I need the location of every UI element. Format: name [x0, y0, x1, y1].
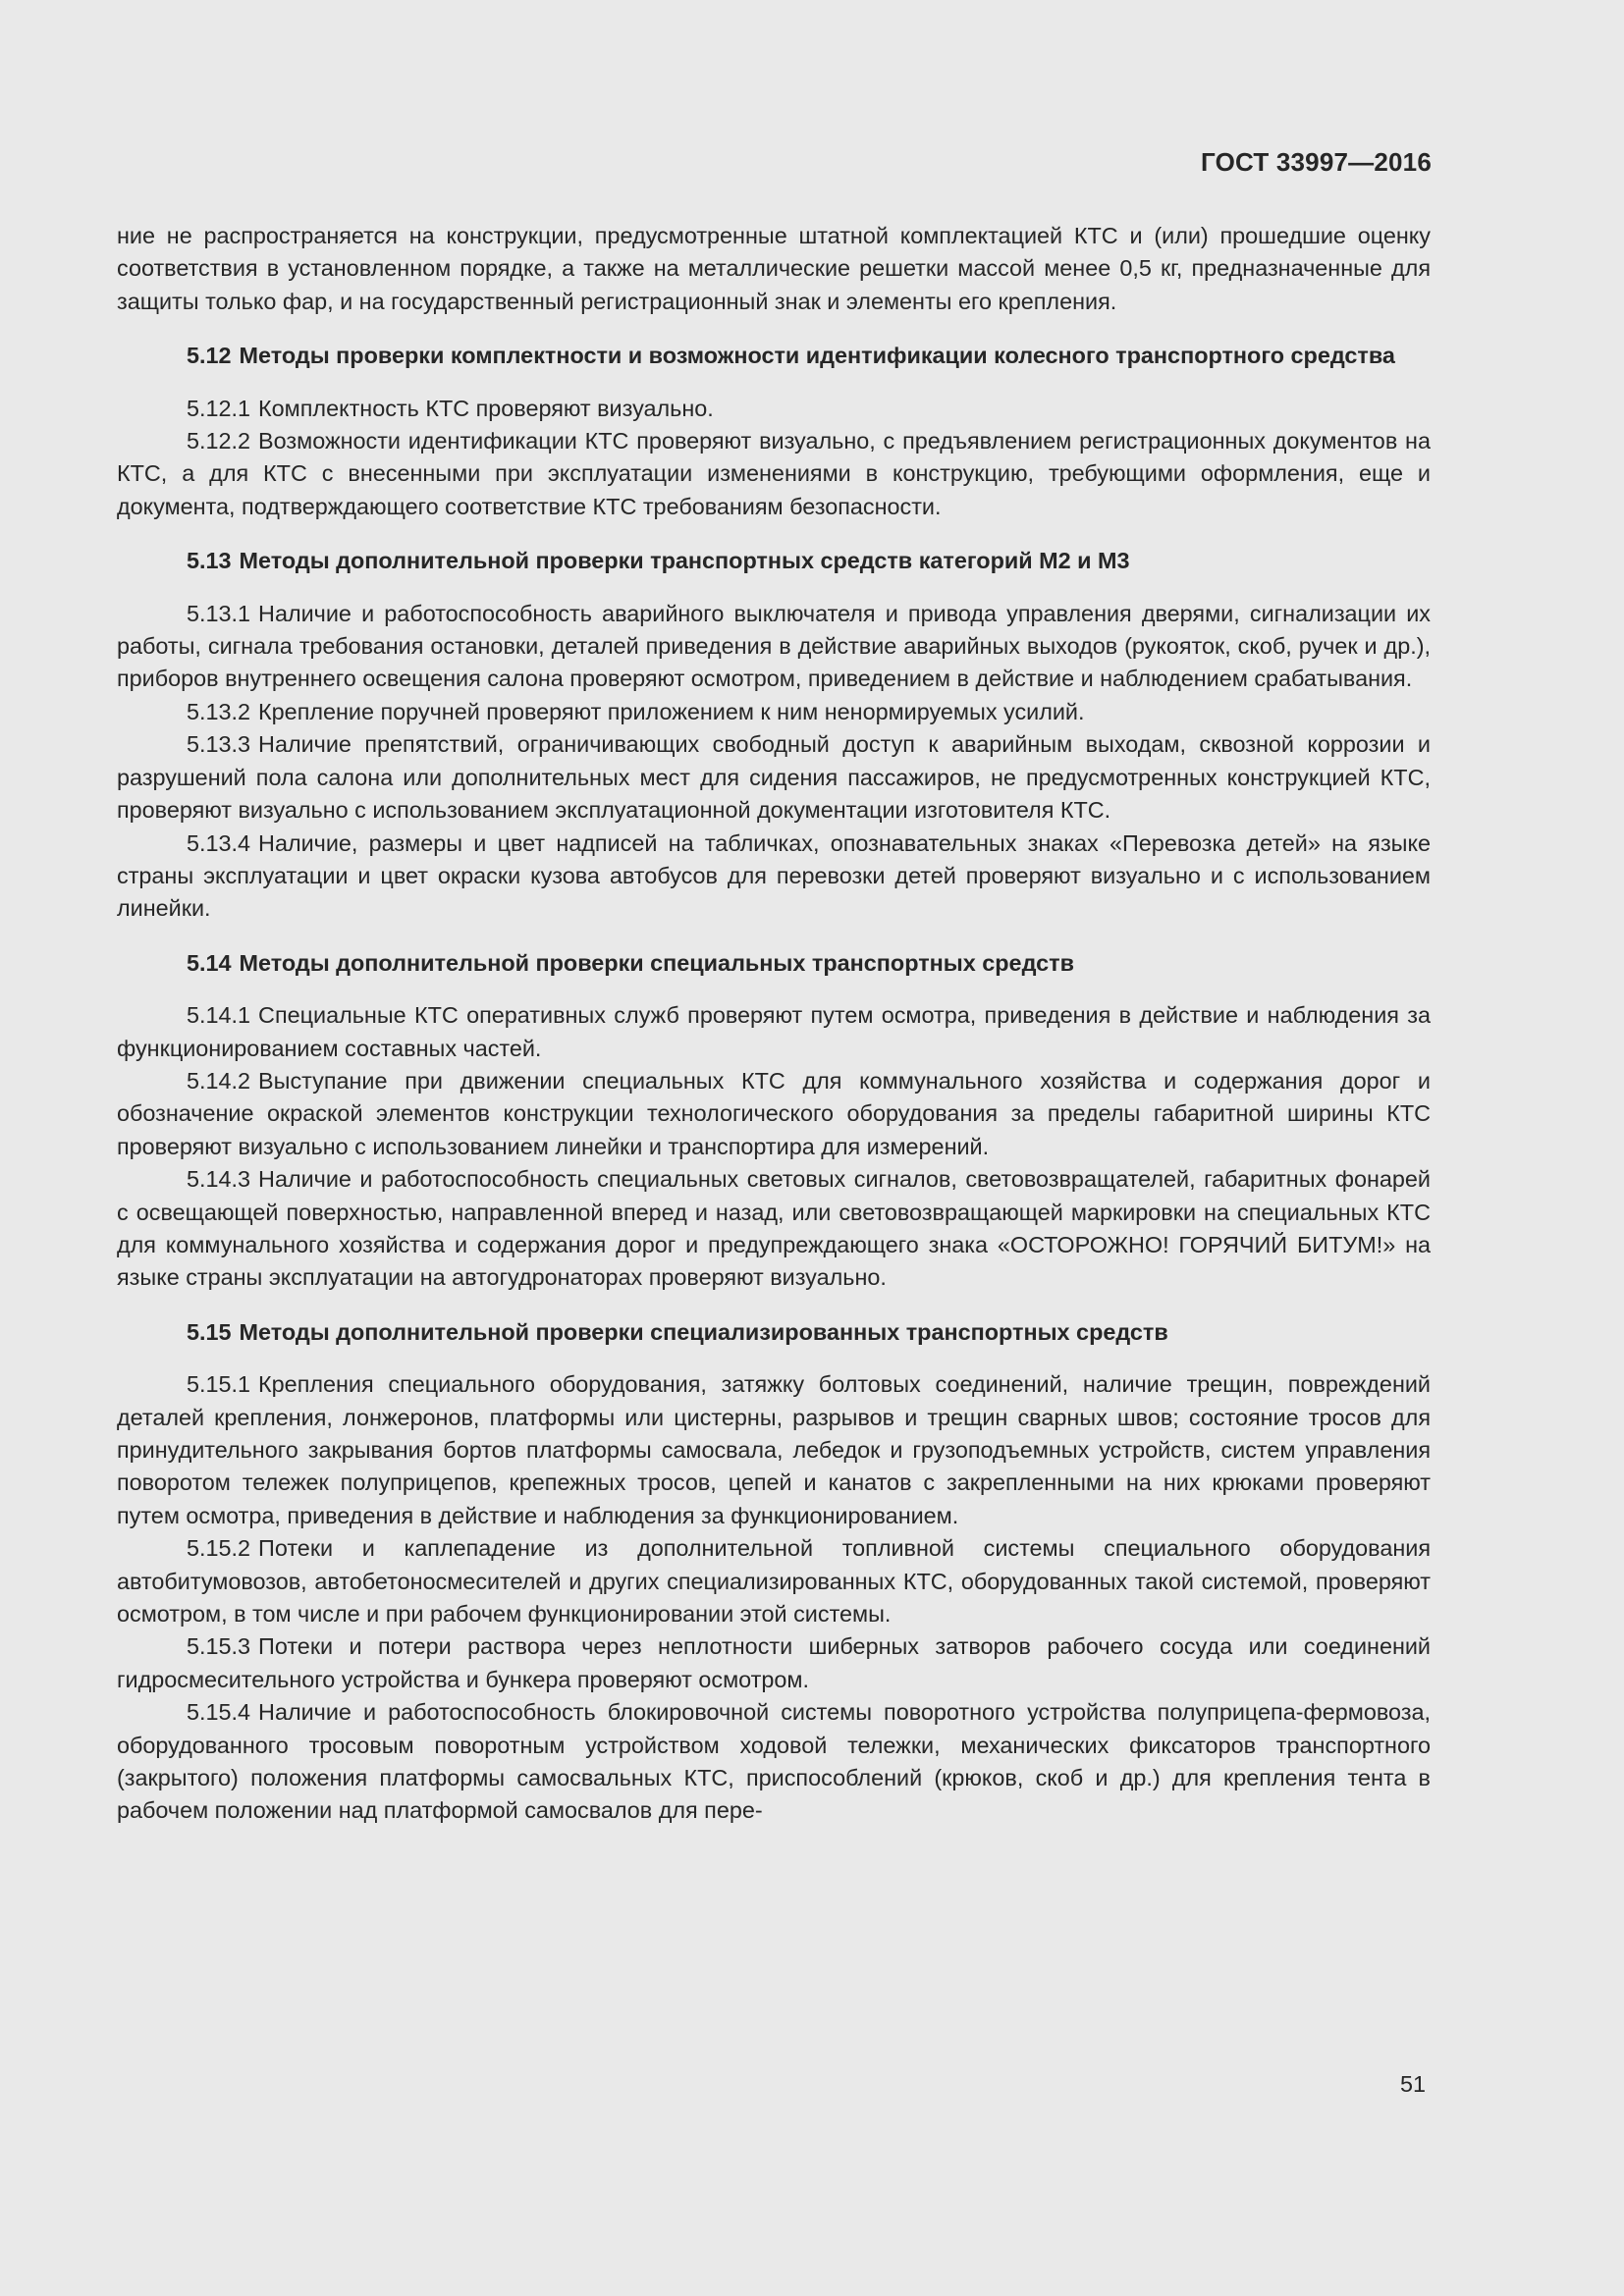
- paragraph-text: Крепление поручней проверяют приложением к ним ненормируемых усилий.: [258, 698, 1085, 724]
- paragraph-5-13-2: [117, 696, 1431, 728]
- paragraph-5-14-3: [117, 1163, 1431, 1295]
- paragraph-text: Наличие и работоспособность специальных световых сигналов, световозвращателей, габаритных фонарей с освещающей поверхностью, направленной вперед и назад, или световозвращающей маркировки на специальных КТС для коммунального хозяйства и содержания дорог и предупреждающего знака «ОСТОРОЖНО! ГОРЯЧИЙ БИТУМ!» на языке страны эксплуатации на автогудронаторах проверяют визуально.: [117, 1166, 1431, 1291]
- paragraph-text: Возможности идентификации КТС проверяют визуально, с предъявлением регистрационных документов на КТС, а для КТС с внесенными при эксплуатации изменениями в конструкцию, требующими оформления, еще и документа, подтверждающего соответствие КТС требованиям безопасности.: [117, 428, 1431, 519]
- section-title: Методы дополнительной проверки специальных транспортных средств: [239, 949, 1074, 976]
- paragraph-text: Наличие и работоспособность блокировочной системы поворотного устройства полуприцепа-фермовоза, оборудованного тросовым поворотным устройством ходовой тележки, механических фиксаторов транспортного (закрытого) положения платформы самосвальных КТС, приспособлений (крюков, скоб и др.) для крепления тента в рабочем положении над платформой самосвалов для пере-: [117, 1699, 1431, 1824]
- paragraph-5-14-1: [117, 999, 1431, 1065]
- paragraph-5-13-3: [117, 728, 1431, 827]
- paragraph-text: Потеки и каплепадение из дополнительной топливной системы специального оборудования автобитумовозов, автобетоносмесителей и других специализированных КТС, оборудованных такой системой, проверяют осмотром, в том числе и при рабочем функционировании этой системы.: [117, 1535, 1431, 1628]
- paragraph-text: Комплектность КТС проверяют визуально.: [258, 395, 714, 421]
- paragraph-number: 5.12.2: [187, 428, 251, 454]
- paragraph-5-13-1: [117, 598, 1431, 696]
- paragraph-number: 5.13.3: [187, 731, 251, 758]
- page-number: 51: [1399, 2071, 1426, 2097]
- section-number: 5.12: [187, 343, 232, 369]
- section-heading-5-12: [117, 340, 1431, 372]
- paragraph-5-15-2: [117, 1532, 1431, 1630]
- section-number: 5.14: [187, 949, 232, 976]
- paragraph-5-15-3: [117, 1630, 1431, 1696]
- section-title: Методы проверки комплектности и возможности идентификации колесного транспортного средства: [239, 343, 1395, 369]
- paragraph-text: Потеки и потери раствора через неплотности шиберных затворов рабочего сосуда или соединений гидросмесительного устройства и бункера проверяют осмотром.: [117, 1633, 1431, 1692]
- page-content: [117, 220, 1431, 1828]
- paragraph-number: 5.15.4: [187, 1699, 251, 1726]
- section-number: 5.15: [187, 1318, 232, 1345]
- paragraph-text: Специальные КТС оперативных служб проверяют путем осмотра, приведения в действие и наблюдения за функционированием составных частей.: [117, 1002, 1431, 1061]
- section-title: Методы дополнительной проверки транспортных средств категорий М2 и М3: [239, 548, 1130, 574]
- paragraph-text: Наличие, размеры и цвет надписей на табличках, опознавательных знаках «Перевозка детей» на языке страны эксплуатации и цвет окраски кузова автобусов для перевозки детей проверяют визуально и с использованием линейки.: [117, 829, 1431, 922]
- paragraph-text: Наличие препятствий, ограничивающих свободный доступ к аварийным выходам, сквозной коррозии и разрушений пола салона или дополнительных мест для сидения пассажиров, не предусмотренных конструкцией КТС, проверяют визуально с использованием эксплуатационной документации изготовителя КТС.: [117, 731, 1431, 824]
- paragraph-number: 5.15.1: [187, 1371, 251, 1398]
- paragraph-5-13-4: [117, 828, 1431, 926]
- paragraph-number: 5.14.2: [187, 1067, 251, 1094]
- paragraph-text: Выступание при движении специальных КТС для коммунального хозяйства и содержания дорог и обозначение окраской элементов конструкции технологического оборудования за пределы габаритной ширины КТС проверяют визуально с использованием линейки и транспортира для измерений.: [117, 1067, 1431, 1159]
- paragraph-number: 5.13.4: [187, 829, 251, 856]
- paragraph-number: 5.12.1: [187, 395, 251, 421]
- paragraph-number: 5.15.3: [187, 1633, 251, 1660]
- paragraph-5-15-1: [117, 1368, 1431, 1532]
- paragraph-number: 5.14.1: [187, 1002, 251, 1029]
- section-number: 5.13: [187, 548, 232, 574]
- section-heading-5-13: [117, 545, 1431, 577]
- standard-code: ГОСТ 33997—2016: [1201, 147, 1432, 177]
- paragraph-number: 5.13.1: [187, 600, 251, 626]
- paragraph-5-12-2: [117, 425, 1431, 523]
- paragraph-number: 5.15.2: [187, 1535, 251, 1562]
- paragraph-text: Крепления специального оборудования, затяжку болтовых соединений, наличие трещин, повреждений деталей крепления, лонжеронов, платформы или цистерны, разрывов и трещин сварных швов; состояние тросов для принудительного закрывания бортов платформы самосвала, лебедок и грузоподъемных устройств, систем управления поворотом тележек полуприцепов, крепежных тросов, цепей и канатов с закрепленными на них крюками проверяют путем осмотра, приведения в действие и наблюдения за функционированием.: [117, 1371, 1431, 1528]
- intro-paragraph: ние не распространяется на конструкции, предусмотренные штатной комплектацией КТС и (или) прошедшие оценку соответствия в установленном порядке, а также на металлические решетки массой менее 0,5 кг, предназначенные для защиты только фар, и на государственный регистрационный знак и элементы его крепления.: [117, 223, 1431, 314]
- paragraph-number: 5.13.2: [187, 698, 251, 724]
- paragraph-text: Наличие и работоспособность аварийного выключателя и привода управления дверями, сигнализации их работы, сигнала требования остановки, деталей приведения в действие аварийных выходов (рукояток, скоб, ручек и др.), приборов внутреннего освещения салона проверяют осмотром, приведением в действие и наблюдением срабатывания.: [117, 600, 1431, 692]
- section-heading-5-15: [117, 1316, 1431, 1349]
- section-title: Методы дополнительной проверки специализированных транспортных средств: [239, 1318, 1168, 1345]
- paragraph-5-15-4: [117, 1696, 1431, 1828]
- paragraph-number: 5.14.3: [187, 1166, 251, 1193]
- paragraph-5-12-1: [117, 393, 1431, 425]
- paragraph-5-14-2: [117, 1065, 1431, 1163]
- section-heading-5-14: [117, 947, 1431, 980]
